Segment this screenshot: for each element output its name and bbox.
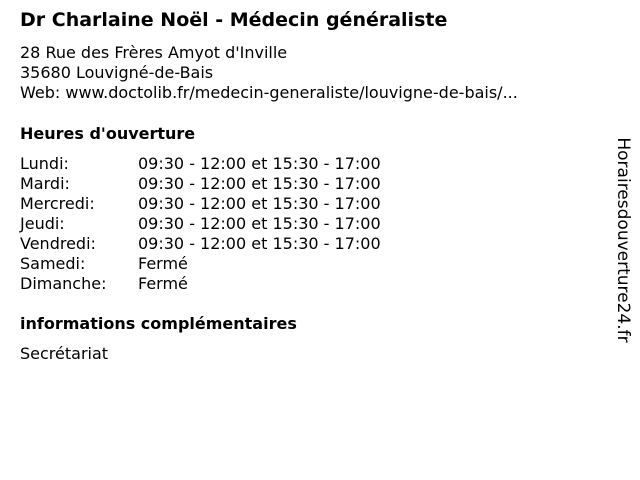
address-block <box>20 43 518 103</box>
hours-row-saturday <box>20 254 381 274</box>
additional-info-text: Secrétariat <box>20 344 109 363</box>
opening-hours-heading: Heures d'ouverture <box>20 124 196 143</box>
day-label: Dimanche: <box>20 274 107 293</box>
time-value: 09:30 - 12:00 et 15:30 - 17:00 <box>138 234 381 253</box>
opening-hours-list <box>20 154 381 294</box>
website-link[interactable]: Web: www.doctolib.fr/medecin-generaliste/louvigne-de-bais/... <box>20 83 518 102</box>
page-title: Dr Charlaine Noël - Médecin généraliste <box>20 9 448 31</box>
time-value: 09:30 - 12:00 et 15:30 - 17:00 <box>138 214 381 233</box>
day-label: Mercredi: <box>20 194 95 213</box>
time-value: 09:30 - 12:00 et 15:30 - 17:00 <box>138 154 381 173</box>
hours-row-thursday <box>20 214 381 234</box>
hours-row-monday <box>20 154 381 174</box>
hours-row-tuesday <box>20 174 381 194</box>
day-label: Vendredi: <box>20 234 96 253</box>
street-address: 28 Rue des Frères Amyot d'Inville <box>20 43 288 62</box>
day-label: Lundi: <box>20 154 69 173</box>
time-value: 09:30 - 12:00 et 15:30 - 17:00 <box>138 174 381 193</box>
time-value: Fermé <box>138 254 188 273</box>
time-value: Fermé <box>138 274 188 293</box>
additional-info-heading: informations complémentaires <box>20 314 297 333</box>
hours-row-wednesday <box>20 194 381 214</box>
city-address: 35680 Louvigné-de-Bais <box>20 63 214 82</box>
time-value: 09:30 - 12:00 et 15:30 - 17:00 <box>138 194 381 213</box>
day-label: Mardi: <box>20 174 70 193</box>
hours-row-friday <box>20 234 381 254</box>
site-watermark: Horairesdouverture24.fr <box>613 137 633 343</box>
day-label: Jeudi: <box>20 214 65 233</box>
day-label: Samedi: <box>20 254 86 273</box>
hours-row-sunday <box>20 274 381 294</box>
